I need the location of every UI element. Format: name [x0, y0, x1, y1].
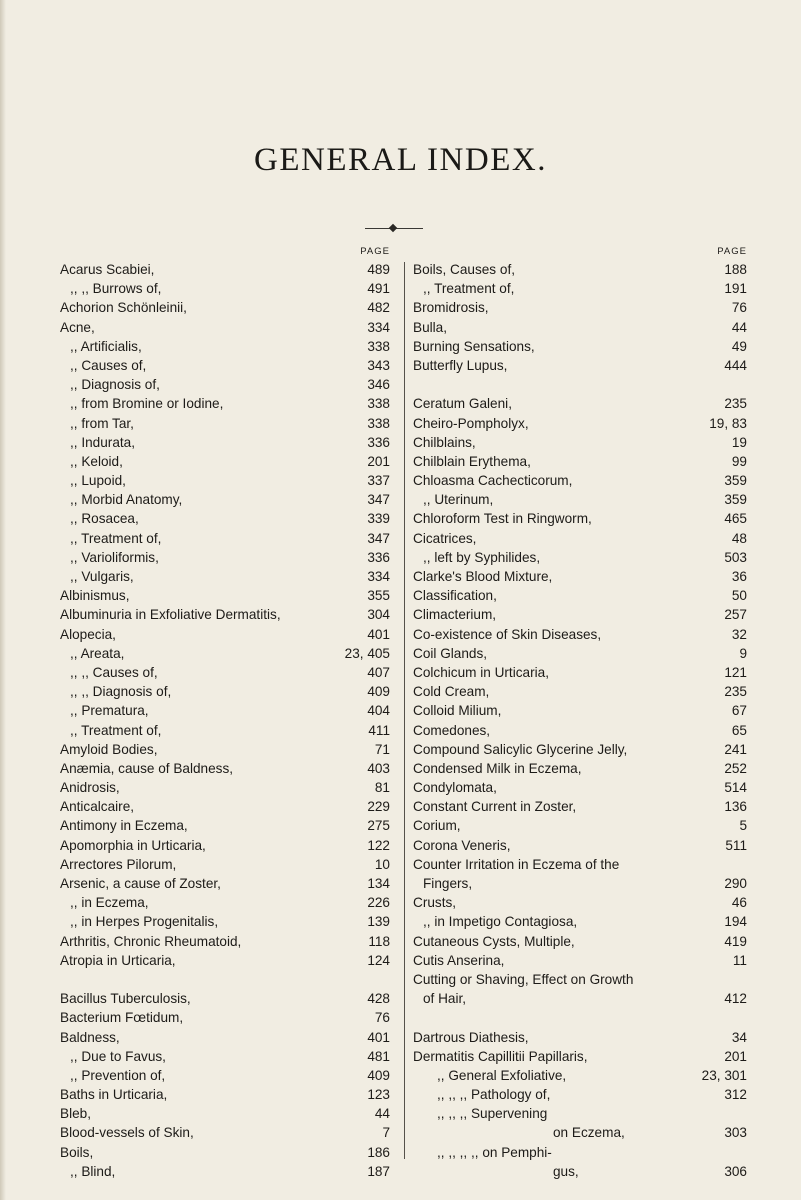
entry-term: Acne, [60, 319, 95, 335]
index-entry [413, 605, 747, 624]
index-entry [413, 625, 747, 644]
entry-term: Chilblain Erythema, [413, 453, 531, 469]
entry-term: Compound Salicylic Glycerine Jelly, [413, 741, 628, 757]
index-entry [413, 509, 747, 528]
title-ornament [365, 228, 423, 229]
index-entry [413, 932, 747, 951]
index-entry [60, 932, 390, 951]
entry-page-number [743, 1104, 747, 1123]
entry-page-number: 347 [367, 492, 390, 508]
entry-page-number: 465 [724, 511, 747, 527]
entry-term: Corium, [413, 818, 461, 834]
entry-page-number: 34 [731, 1029, 747, 1045]
entry-page-number: 339 [367, 511, 390, 527]
entry-term: Constant Current in Zoster, [413, 799, 577, 815]
entry-term: Chloroform Test in Ringworm, [413, 511, 592, 527]
entry-page-number: 489 [367, 262, 390, 277]
index-entry [413, 1085, 747, 1104]
entry-term: of Hair, [423, 991, 467, 1007]
entry-page-number: 491 [367, 281, 390, 297]
index-entry [413, 1028, 747, 1047]
entry-page-number: 201 [367, 453, 390, 469]
entry-term: ,, Diagnosis of, [70, 377, 160, 393]
entry-page-number: 444 [724, 357, 747, 373]
entry-term: Classification, [413, 588, 497, 604]
entry-term: Anæmia, cause of Baldness, [60, 760, 234, 776]
entry-term: ,, from Bromine or Iodine, [70, 396, 224, 412]
entry-term: ,, ,, Diagnosis of, [70, 684, 172, 700]
entry-term: Arrectores Pilorum, [60, 856, 177, 872]
entry-term: Burning Sensations, [413, 338, 535, 354]
index-entry [413, 989, 747, 1008]
entry-page-number: 49 [731, 338, 747, 354]
entry-term: Acarus Scabiei, [60, 262, 155, 277]
index-entry [60, 682, 390, 701]
entry-page-number: 338 [367, 396, 390, 412]
entry-term: ,, Blind, [70, 1163, 116, 1179]
entry-term: Cicatrices, [413, 530, 477, 546]
index-entry [413, 337, 747, 356]
entry-page-number: 124 [367, 952, 390, 968]
entry-page-number: 338 [367, 338, 390, 354]
entry-term: Dartrous Diathesis, [413, 1029, 529, 1045]
index-entry [413, 644, 747, 663]
entry-term: Bacterium Fœtidum, [60, 1010, 184, 1026]
index-entry [60, 452, 390, 471]
entry-page-number: 36 [731, 569, 747, 584]
entry-page-number: 187 [367, 1163, 390, 1179]
entry-page-number: 241 [724, 741, 747, 757]
entry-page-number: 226 [367, 895, 390, 911]
entry-term: Cold Cream, [413, 684, 490, 700]
entry-page-number: 334 [367, 569, 390, 584]
index-entry [413, 797, 747, 816]
index-entry [60, 874, 390, 893]
section-gap [413, 1008, 747, 1027]
index-entry [413, 298, 747, 317]
entry-page-number: 118 [368, 933, 390, 949]
entry-term: Condylomata, [413, 780, 497, 796]
entry-page-number: 290 [724, 876, 747, 891]
index-entry [413, 1104, 747, 1123]
index-entry [60, 893, 390, 912]
index-entry [60, 298, 390, 317]
entry-page-number: 229 [367, 799, 390, 815]
entry-term: Climacterium, [413, 607, 497, 623]
entry-term: Cutaneous Cysts, Multiple, [413, 933, 575, 949]
entry-page-number: 23, 405 [344, 645, 390, 661]
entry-term: ,, in Impetigo Contagiosa, [423, 914, 578, 930]
entry-page-number: 401 [367, 626, 390, 642]
entry-term: Anidrosis, [60, 780, 120, 796]
index-entry [413, 1066, 747, 1085]
index-entry [60, 260, 390, 279]
index-entry [60, 644, 390, 663]
entry-term: Co-existence of Skin Diseases, [413, 626, 602, 642]
entry-term: Crusts, [413, 895, 457, 911]
index-entry [413, 394, 747, 413]
index-entry [60, 529, 390, 548]
entry-term: ,, Causes of, [70, 357, 147, 373]
entry-page-number: 347 [367, 530, 390, 546]
page-column-header: PAGE [717, 246, 747, 257]
entry-term: ,, Prematura, [70, 703, 149, 719]
entry-term: ,, Treatment of, [423, 281, 515, 297]
entry-page-number: 409 [367, 684, 390, 700]
entry-page-number: 336 [367, 434, 390, 450]
entry-page-number: 401 [367, 1029, 390, 1045]
entry-term: ,, Treatment of, [70, 722, 162, 738]
index-entry [413, 893, 747, 912]
entry-term: Albinismus, [60, 588, 130, 604]
entry-page-number: 186 [367, 1144, 390, 1160]
entry-term: ,, ,, ,, Supervening [437, 1106, 548, 1122]
entry-term: ,, Due to Favus, [70, 1048, 166, 1064]
index-entry [413, 701, 747, 720]
section-gap [60, 970, 390, 989]
entry-term: Corona Veneris, [413, 837, 511, 853]
entry-term: ,, Artificialis, [70, 338, 142, 354]
index-entry [413, 1162, 747, 1181]
index-entry [413, 567, 747, 586]
index-entry [60, 855, 390, 874]
entry-term: on Eczema, [553, 1125, 625, 1141]
entry-page-number: 304 [367, 607, 390, 623]
index-entry [413, 682, 747, 701]
entry-term: Bromidrosis, [413, 300, 489, 316]
index-entry [60, 337, 390, 356]
entry-page-number: 9 [739, 645, 747, 661]
entry-page-number: 188 [724, 262, 747, 277]
diamond-icon [389, 224, 397, 232]
index-entry [60, 586, 390, 605]
index-entry [60, 951, 390, 970]
entry-term: Cutis Anserina, [413, 952, 505, 968]
entry-term: Arthritis, Chronic Rheumatoid, [60, 933, 242, 949]
entry-term: Condensed Milk in Eczema, [413, 760, 582, 776]
entry-term: Comedones, [413, 722, 491, 738]
index-entry [413, 318, 747, 337]
entry-page-number: 235 [724, 684, 747, 700]
entry-term: Coil Glands, [413, 645, 488, 661]
entry-page-number: 99 [731, 453, 747, 469]
entry-page-number: 194 [724, 914, 747, 930]
index-entry [60, 1123, 390, 1142]
entry-page-number: 139 [367, 914, 390, 930]
entry-term: Bulla, [413, 319, 448, 335]
entry-term: ,, Morbid Anatomy, [70, 492, 183, 508]
entry-page-number: 412 [724, 991, 747, 1007]
index-entry [60, 1085, 390, 1104]
entry-page-number: 191 [724, 281, 747, 297]
index-entry [413, 874, 747, 893]
index-entry [413, 548, 747, 567]
entry-page-number: 5 [739, 818, 747, 834]
index-column-right [413, 243, 747, 1181]
entry-page-number: 355 [367, 588, 390, 604]
entry-page-number: 81 [374, 780, 390, 796]
entry-page-number: 252 [724, 760, 747, 776]
index-entry [60, 394, 390, 413]
entry-term: Albuminuria in Exfoliative Dermatitis, [60, 607, 281, 623]
entry-page-number: 235 [724, 396, 747, 412]
index-entry [60, 816, 390, 835]
entry-term: ,, Uterinum, [423, 492, 494, 508]
entry-page-number: 201 [724, 1048, 747, 1064]
entry-term: Bacillus Tuberculosis, [60, 991, 191, 1007]
index-entry [60, 318, 390, 337]
index-entry [413, 970, 747, 989]
entry-term: Fingers, [423, 876, 473, 891]
entry-term: ,, Keloid, [70, 453, 123, 469]
entry-term: ,, Varioliformis, [70, 549, 159, 565]
entry-page-number: 10 [374, 856, 390, 872]
section-gap [413, 375, 747, 394]
page-column-header: PAGE [360, 246, 390, 257]
entry-term: Atropia in Urticaria, [60, 952, 176, 968]
index-entry [60, 759, 390, 778]
index-entry [60, 1143, 390, 1162]
entry-page-number: 411 [368, 722, 390, 738]
entry-term: Anticalcaire, [60, 799, 135, 815]
entry-term: Chilblains, [413, 434, 476, 450]
page-title: GENERAL INDEX. [254, 142, 547, 178]
entry-term: ,, General Exfoliative, [437, 1067, 567, 1083]
entry-term: Baths in Urticaria, [60, 1087, 168, 1103]
index-entry [60, 1008, 390, 1027]
index-entry [60, 605, 390, 624]
index-entry [413, 721, 747, 740]
entry-term: ,, Lupoid, [70, 473, 126, 489]
entry-term: Dermatitis Capillitii Papillaris, [413, 1048, 588, 1064]
entry-page-number: 514 [724, 780, 747, 796]
index-entry [413, 1123, 747, 1142]
index-entry [60, 375, 390, 394]
page-edge-shadow [0, 0, 6, 1200]
entry-page-number: 359 [724, 492, 747, 508]
entry-term: ,, ,, ,, Pathology of, [437, 1087, 551, 1103]
entry-term: Colchicum in Urticaria, [413, 664, 549, 680]
entry-term: Antimony in Eczema, [60, 818, 188, 834]
entry-term: ,, Treatment of, [70, 530, 162, 546]
index-entry [60, 433, 390, 452]
index-column-left [60, 243, 390, 1181]
index-entries-left [60, 260, 390, 1181]
index-entry [60, 1047, 390, 1066]
entry-page-number: 76 [731, 300, 747, 316]
entry-page-number: 23, 301 [701, 1067, 747, 1083]
index-entry [413, 529, 747, 548]
index-entry [60, 490, 390, 509]
entry-page-number: 343 [367, 357, 390, 373]
entry-page-number: 404 [367, 703, 390, 719]
entry-page-number: 334 [367, 319, 390, 335]
entry-term: Cheiro-Pompholyx, [413, 415, 529, 431]
entry-page-number: 48 [731, 530, 747, 546]
entry-page-number: 11 [732, 952, 747, 968]
index-entry [413, 490, 747, 509]
index-entry [60, 663, 390, 682]
entry-page-number: 428 [367, 991, 390, 1007]
entry-page-number: 32 [731, 626, 747, 642]
entry-page-number: 511 [725, 837, 747, 853]
entry-term: Arsenic, a cause of Zoster, [60, 876, 221, 891]
entry-page-number: 67 [731, 703, 747, 719]
entry-term: Achorion Schönleinii, [60, 300, 187, 316]
index-entry [413, 1047, 747, 1066]
index-entry [60, 1104, 390, 1123]
index-entry [60, 356, 390, 375]
entry-term: ,, ,, ,, ,, on Pemphi- [437, 1144, 552, 1160]
entry-term: Amyloid Bodies, [60, 741, 158, 757]
index-entry [413, 663, 747, 682]
entry-page-number: 346 [367, 377, 390, 393]
index-entry [413, 452, 747, 471]
entry-page-number: 44 [374, 1106, 390, 1122]
index-entry [60, 1066, 390, 1085]
index-entry [413, 414, 747, 433]
index-entry [60, 1028, 390, 1047]
entry-page-number: 419 [724, 933, 747, 949]
entry-page-number [743, 970, 747, 989]
index-entry [413, 816, 747, 835]
index-entry [413, 260, 747, 279]
entry-page-number: 275 [367, 818, 390, 834]
entry-page-number: 19, 83 [709, 415, 747, 431]
entry-term: Boils, Causes of, [413, 262, 515, 277]
entry-term: Chloasma Cachecticorum, [413, 473, 573, 489]
index-entry [60, 625, 390, 644]
index-entry [413, 279, 747, 298]
index-entry [413, 836, 747, 855]
entry-page-number [743, 855, 747, 874]
index-entry [413, 759, 747, 778]
entry-term: ,, from Tar, [70, 415, 134, 431]
entry-page-number: 122 [367, 837, 390, 853]
entry-page-number: 481 [367, 1048, 390, 1064]
entry-page-number: 338 [367, 415, 390, 431]
index-entry [60, 414, 390, 433]
entry-page-number: 121 [724, 664, 747, 680]
entry-term: ,, Prevention of, [70, 1067, 166, 1083]
entry-page-number: 134 [367, 876, 390, 891]
entry-term: Boils, [60, 1144, 94, 1160]
entry-page-number: 46 [731, 895, 747, 911]
index-entry [60, 797, 390, 816]
index-entry [60, 548, 390, 567]
entry-page-number: 123 [367, 1087, 390, 1103]
entry-term: Blood-vessels of Skin, [60, 1125, 194, 1141]
entry-term: ,, Indurata, [70, 434, 135, 450]
index-entry [413, 433, 747, 452]
entry-page-number: 403 [367, 760, 390, 776]
index-entry [60, 279, 390, 298]
index-entries-right [413, 260, 747, 1181]
entry-term: ,, ,, Causes of, [70, 664, 158, 680]
entry-term: gus, [553, 1163, 579, 1179]
entry-term: Cutting or Shaving, Effect on Growth [413, 971, 634, 987]
entry-term: ,, Vulgaris, [70, 569, 134, 584]
index-entry [60, 989, 390, 1008]
entry-term: Ceratum Galeni, [413, 396, 512, 412]
entry-page-number: 7 [382, 1125, 390, 1141]
entry-term: Alopecia, [60, 626, 116, 642]
entry-page-number: 407 [367, 664, 390, 680]
index-entry [60, 721, 390, 740]
entry-page-number: 76 [374, 1010, 390, 1026]
entry-term: Butterfly Lupus, [413, 357, 508, 373]
entry-term: Clarke's Blood Mixture, [413, 569, 553, 584]
entry-page-number: 503 [724, 549, 747, 565]
index-entry [60, 836, 390, 855]
entry-term: ,, Rosacea, [70, 511, 139, 527]
index-entry [413, 912, 747, 931]
entry-page-number [743, 1143, 747, 1162]
index-entry [60, 740, 390, 759]
entry-page-number: 337 [367, 473, 390, 489]
entry-term: Counter Irritation in Eczema of the [413, 856, 620, 872]
column-divider [404, 262, 405, 1159]
entry-term: ,, ,, Burrows of, [70, 281, 162, 297]
entry-term: Bleb, [60, 1106, 91, 1122]
entry-page-number: 482 [367, 300, 390, 316]
entry-term: ,, in Herpes Progenitalis, [70, 914, 219, 930]
entry-page-number: 306 [724, 1163, 747, 1179]
entry-page-number: 409 [367, 1067, 390, 1083]
entry-page-number: 336 [367, 549, 390, 565]
index-entry [413, 855, 747, 874]
index-entry [413, 1143, 747, 1162]
entry-page-number: 44 [731, 319, 747, 335]
entry-page-number: 257 [724, 607, 747, 623]
entry-term: ,, in Eczema, [70, 895, 149, 911]
index-entry [60, 1162, 390, 1181]
index-entry [413, 740, 747, 759]
entry-page-number: 312 [724, 1087, 747, 1103]
entry-term: Apomorphia in Urticaria, [60, 837, 206, 853]
index-entry [413, 778, 747, 797]
index-entry [60, 567, 390, 586]
index-entry [413, 586, 747, 605]
entry-page-number: 65 [731, 722, 747, 738]
index-entry [60, 471, 390, 490]
entry-term: ,, left by Syphilides, [423, 549, 541, 565]
entry-page-number: 136 [724, 799, 747, 815]
index-entry [60, 509, 390, 528]
entry-page-number: 303 [724, 1125, 747, 1141]
entry-page-number: 19 [731, 434, 747, 450]
entry-term: Baldness, [60, 1029, 120, 1045]
entry-term: ,, Areata, [70, 645, 125, 661]
index-entry [60, 701, 390, 720]
entry-page-number: 71 [374, 741, 390, 757]
entry-page-number: 50 [731, 588, 747, 604]
entry-page-number: 359 [724, 473, 747, 489]
index-entry [60, 778, 390, 797]
index-entry [60, 912, 390, 931]
entry-term: Colloid Milium, [413, 703, 502, 719]
index-entry [413, 951, 747, 970]
index-entry [413, 471, 747, 490]
index-entry [413, 356, 747, 375]
